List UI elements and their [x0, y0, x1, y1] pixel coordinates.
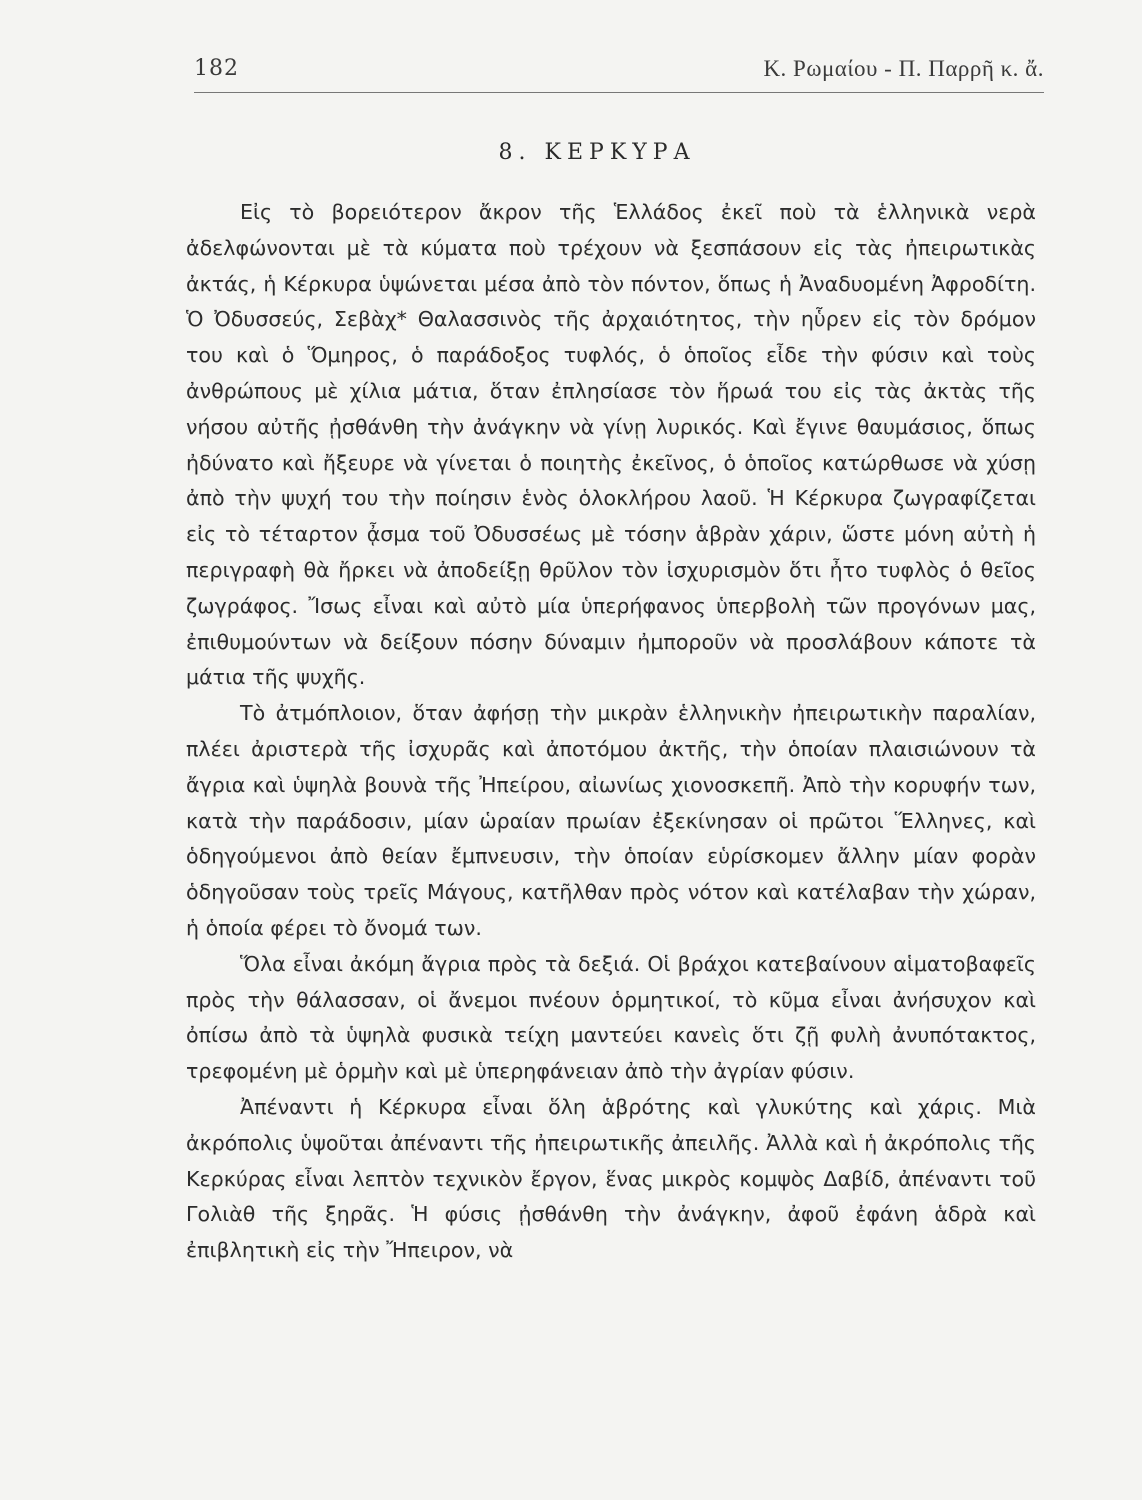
running-title: Κ. Ρωμαίου - Π. Παρρῆ κ. ἄ. — [763, 56, 1044, 81]
body-text — [186, 195, 1036, 1269]
paragraph: Εἰς τὸ βορειότερον ἄκρον τῆς Ἑλλάδος ἐκεῖ ποὺ τὰ ἑλληνικὰ νερὰ ἀδελφώνονται μὲ τὰ κύματα ποὺ τρέχουν νὰ ξεσπάσουν εἰς τὰς ἠπειρωτικὰς ἀκτάς, ἡ Κέρκυρα ὑψώνεται μέσα ἀπὸ τὸν πόντον, ὅπως ἡ Ἀναδυομένη Ἀφροδίτη. Ὁ Ὀδυσσεύς, Σεβὰχ* Θαλασσινὸς τῆς ἀρχαιότητος, τὴν ηὗρεν εἰς τὸν δρόμον του καὶ ὁ Ὅμηρος, ὁ παράδοξος τυφλός, ὁ ὁποῖος εἶδε τὴν φύσιν καὶ τοὺς ἀνθρώπους μὲ χίλια μάτια, ὅταν ἐπλησίασε τὸν ἥρωά του εἰς τὰς ἀκτὰς τῆς νήσου αὐτῆς ᾐσθάνθη τὴν ἀνάγκην νὰ γίνῃ λυρικός. Καὶ ἔγινε θαυμάσιος, ὅπως ἠδύνατο καὶ ἤξευρε νὰ γίνεται ὁ ποιητὴς ἐκεῖνος, ὁ ὁποῖος κατώρθωσε νὰ χύσῃ ἀπὸ τὴν ψυχή του τὴν ποίησιν ἑνὸς ὁλοκλήρου λαοῦ. Ἡ Κέρκυρα ζωγραφίζεται εἰς τὸ τέταρτον ᾆσμα τοῦ Ὀδυσσέως μὲ τόσην ἁβρὰν χάριν, ὥστε μόνη αὐτὴ ἡ περιγραφὴ θὰ ἤρκει νὰ ἀποδείξῃ θρῦλον τὸν ἰσχυρισμὸν ὅτι ἦτο τυφλὸς ὁ θεῖος ζωγράφος. Ἴσως εἶναι καὶ αὐτὸ μία ὑπερήφανος ὑπερβολὴ τῶν προγόνων μας, ἐπιθυμούντων νὰ δείξουν πόσην δύναμιν ἠμποροῦν νὰ προσλάβουν κάποτε τὰ μάτια τῆς ψυχῆς. — [186, 200, 1036, 690]
chapter-heading: 8. ΚΕΡΚΥΡΑ — [498, 140, 696, 165]
header-rule — [194, 92, 1044, 93]
running-head — [194, 48, 1044, 88]
paragraph: Ἀπέναντι ἡ Κέρκυρα εἶναι ὅλη ἁβρότης καὶ γλυκύτης καὶ χάρις. Μιὰ ἀκρόπολις ὑψοῦται ἀπέναντι τῆς ἠπειρωτικῆς ἀπειλῆς. Ἀλλὰ καὶ ἡ ἀκρόπολις τῆς Κερκύρας εἶναι λεπτὸν τεχνικὸν ἔργον, ἕνας μικρὸς κομψὸς Δαβίδ, ἀπέναντι τοῦ Γολιὰθ τῆς ξηρᾶς. Ἡ φύσις ᾐσθάνθη τὴν ἀνάγκην, ἀφοῦ ἐφάνη ἁδρὰ καὶ ἐπιβλητικὴ εἰς τὴν Ἤπειρον, νὰ — [186, 1094, 1036, 1263]
paragraph: Τὸ ἀτμόπλοιον, ὅταν ἀφήσῃ τὴν μικρὰν ἑλληνικὴν ἠπειρωτικὴν παραλίαν, πλέει ἀριστερὰ τῆς ἰσχυρᾶς καὶ ἀποτόμου ἀκτῆς, τὴν ὁποίαν πλαισιώνουν τὰ ἄγρια καὶ ὑψηλὰ βουνὰ τῆς Ἠπείρου, αἰωνίως χιονοσκεπῆ. Ἀπὸ τὴν κορυφήν των, κατὰ τὴν παράδοσιν, μίαν ὡραίαν πρωίαν ἐξεκίνησαν οἱ πρῶτοι Ἕλληνες, καὶ ὁδηγούμενοι ἀπὸ θείαν ἔμπνευσιν, τὴν ὁποίαν εὑρίσκομεν ἄλλην μίαν φορὰν ὁδηγοῦσαν τοὺς τρεῖς Μάγους, κατῆλθαν πρὸς νότον καὶ κατέλαβαν τὴν χώραν, ἡ ὁποία φέρει τὸ ὄνομά των. — [186, 701, 1036, 940]
page-number: 182 — [194, 56, 239, 81]
paragraph: Ὅλα εἶναι ἀκόμη ἄγρια πρὸς τὰ δεξιά. Οἱ βράχοι κατεβαίνουν αἱματοβαφεῖς πρὸς τὴν θάλασσαν, οἱ ἄνεμοι πνέουν ὁρμητικοί, τὸ κῦμα εἶναι ἀνήσυχον καὶ ὀπίσω ἀπὸ τὰ ὑψηλὰ φυσικὰ τείχη μαντεύει κανεὶς ὅτι ζῇ φυλὴ ἀνυπότακτος, τρεφομένη μὲ ὁρμὴν καὶ μὲ ὑπερηφάνειαν ἀπὸ τὴν ἀγρίαν φύσιν. — [186, 951, 1036, 1084]
